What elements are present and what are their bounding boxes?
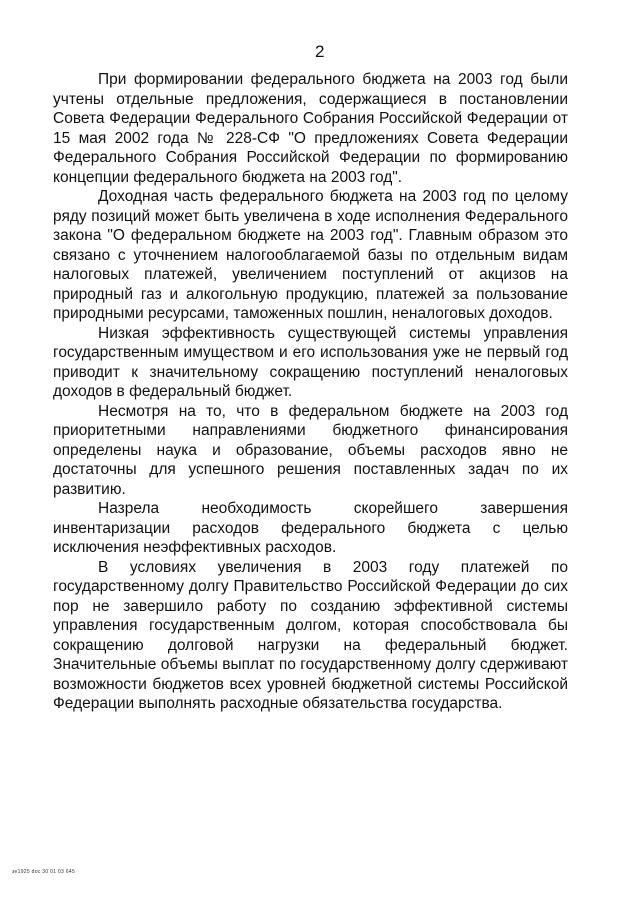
paragraph-expense-inventory: Назрела необходимость скорейшего завершения инвентаризации расходов федерального бюджета с целью исключения неэффективных расходов. [53, 500, 568, 556]
paragraph-property-management: Низкая эффективность существующей системы управления государственным имуществом и его использования уже не первый год приводит к значительному сокращению поступлений неналоговых доходов в федеральный бюджет. [53, 324, 568, 400]
paragraph-budget-formation: При формировании федерального бюджета на 2003 год были учтены отдельные предложения, содержащиеся в постановлении Совета Федерации Федерального Собрания Российской Федерации от 15 мая 2002 года № 228-СФ "О предложениях Совета Федерации Федерального Собрания Российской Федерации по формированию концепции федерального бюджета на 2003 год". [53, 71, 568, 186]
paragraph-revenue-part: Доходная часть федерального бюджета на 2003 год по целому ряду позиций может быть увеличена в ходе исполнения Федерального закона "О федеральном бюджете на 2003 год". Главным образом это связано с уточнением налогооблагаемой базы по отдельным видам налоговых платежей, увеличением поступлений от акцизов на природный газ и алкогольную продукцию, платежей за пользование природными ресурсами, таможенных пошлин, неналоговых доходов. [53, 188, 568, 322]
file-reference-note: зе1925 doc 30 01 03 645 [12, 869, 76, 875]
paragraph-state-debt: В условиях увеличения в 2003 году платежей по государственному долгу Правительство Российской Федерации до сих пор не завершило работу по созданию эффективной системы управления государственным долгом, которая способствовала бы сокращению долговой нагрузки на федеральный бюджет. Значительные объемы выплат по государственному долгу сдерживают возможности бюджетов всех уровней бюджетной системы Российской Федерации выполнять расходные обязательства государства. [53, 558, 568, 712]
page-number: 2 [315, 42, 325, 61]
paragraph-science-education: Несмотря на то, что в федеральном бюджете на 2003 год приоритетными направлениями бюджетного финансирования определены наука и образование, объемы расходов явно не достаточны для успешного решения поставленных задач по их развитию. [53, 402, 568, 498]
document-body [53, 70, 568, 714]
